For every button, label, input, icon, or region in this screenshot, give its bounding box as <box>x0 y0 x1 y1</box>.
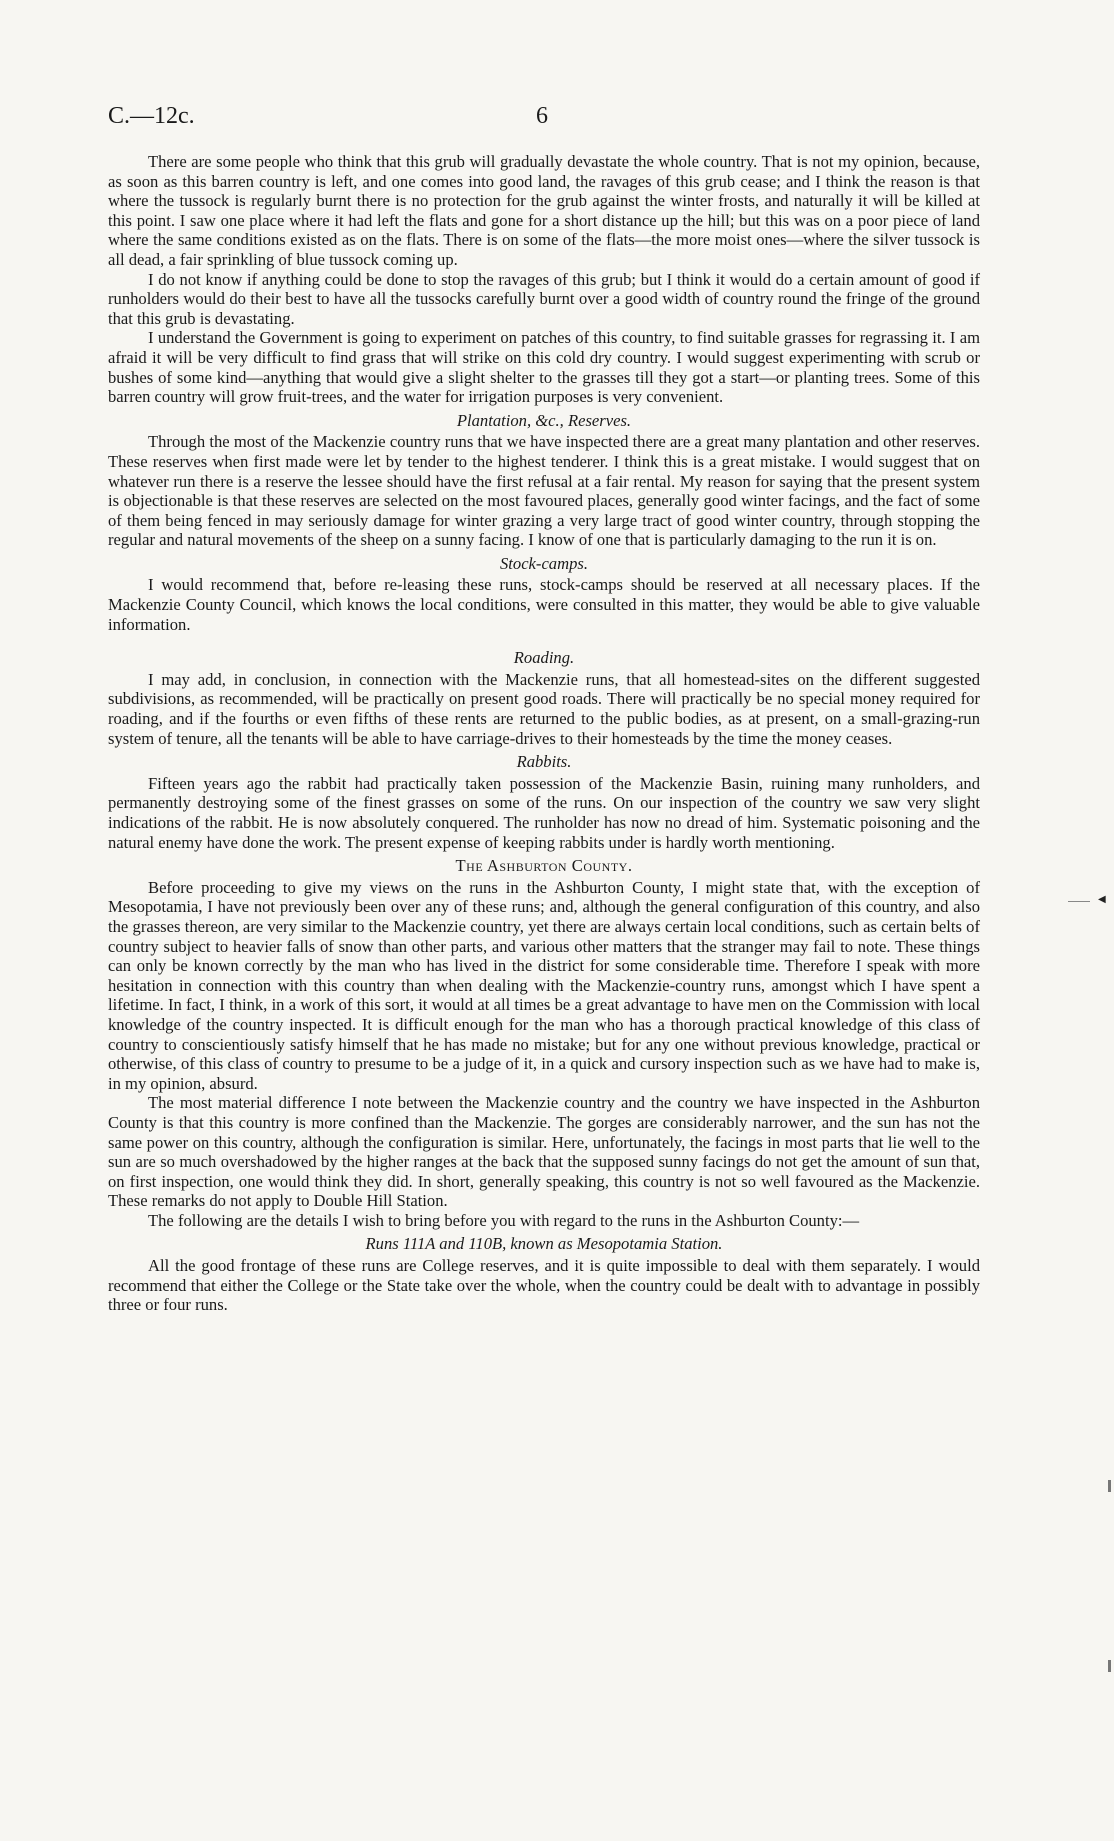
section-heading-ashburton-county: The Ashburton County. <box>455 856 633 876</box>
margin-dash-mark <box>1068 901 1090 902</box>
body-text <box>108 152 980 1315</box>
margin-tick-mark <box>1108 1660 1111 1672</box>
margin-arrow-icon: ◀ <box>1098 894 1106 905</box>
paragraph: I understand the Government is going to experiment on patches of this country, to find suitable grasses for regrassing it. I am afraid it will be very difficult to find grass that will strike on this cold dry country. I would suggest experimenting with scrub or bushes of some kind—anything that would give a slight shelter to the grasses till they got a start—or planting trees. Some of this barren country will grow fruit-trees, and the water for irrigation purposes is very convenient. <box>108 328 980 407</box>
paragraph: Fifteen years ago the rabbit had practically taken possession of the Mackenzie Basin, ruining many runholders, and permanently destroying some of the finest grasses on some of the runs. On our inspection of the country we saw very slight indications of the rabbit. He is now absolutely conquered. The runholder has now no dread of him. Systematic poisoning and the natural enemy have done the work. The present expense of keeping rabbits under is hardly worth mentioning. <box>108 773 980 852</box>
paragraph: Through the most of the Mackenzie country runs that we have inspected there are a great many plantation and other reserves. These reserves when first made were let by tender to the highest tenderer. I think this is a great mistake. I would suggest that on whatever run there is a reserve the lessee should have the first refusal at a fair rental. My reason for saying that the present system is objectionable is that these reserves are selected on the most favoured places, generally good winter facings, and the fact of some of them being fenced in may seriously damage for winter grazing a very large tract of good winter country, through stopping the regular and natural movements of the sheep on a sunny facing. I know of one that is particularly damaging to the run it is on. <box>108 432 980 550</box>
section-heading-plantation-reserves: Plantation, &c., Reserves. <box>456 410 632 430</box>
paragraph: I do not know if anything could be done to stop the ravages of this grub; but I think it would do a certain amount of good if runholders would do their best to have all the tussocks carefully burnt over a good width of country round the fringe of the ground that this grub is devastating. <box>108 269 980 328</box>
paragraph: All the good frontage of these runs are College reserves, and it is quite impossible to deal with them separately. I would recommend that either the College or the State take over the whole, when the country could be dealt with to advantage in possibly three or four runs. <box>108 1256 980 1315</box>
document-reference: C.—12c. <box>108 103 195 129</box>
paragraph: I would recommend that, before re-leasing these runs, stock-camps should be reserved at all necessary places. If the Mackenzie County Council, which knows the local conditions, were consulted in this matter, they would be able to give valuable information. <box>108 575 980 634</box>
page-header <box>108 103 988 133</box>
paragraph: The most material difference I note between the Mackenzie country and the country we have inspected in the Ashburton County is that this country is more confined than the Mackenzie. The gorges are considerably narrower, and the sun has not the same power on this country, although the configuration is similar. Here, unfortunately, the facings in most parts that lie well to the sun are so much overshadowed by the higher ranges at the back that the supposed sunny facings do not get the amount of sun that, on first inspection, one would think they did. In short, generally speaking, this country is not so well favoured as the Mackenzie. These remarks do not apply to Double Hill Station. <box>108 1093 980 1211</box>
paragraph: I may add, in conclusion, in connection with the Mackenzie runs, that all homestead-sites on the different suggested subdivisions, as recommended, will be practically on present good roads. There will practically be no special money required for roading, and if the fourths or even fifths of these rents are returned to the public bodies, as at present, on a small-grazing-run system of tenure, all the tenants will be able to have carriage-drives to their homesteads by the time the money ceases. <box>108 669 980 748</box>
section-heading-rabbits: Rabbits. <box>516 752 572 772</box>
page-number: 6 <box>536 103 548 129</box>
margin-tick-mark <box>1108 1480 1111 1492</box>
paragraph: Before proceeding to give my views on the runs in the Ashburton County, I might state that, with the exception of Mesopotamia, I have not previously been over any of these runs; and, although the general configuration of this country, and also the grasses thereon, are very similar to the Mackenzie country, yet there are always certain local conditions, such as certain belts of country subject to heavier falls of snow than other parts, and various other matters that the stranger may fail to note. These things can only be known correctly by the man who has lived in the district for some considerable time. Therefore I speak with more hesitation in connection with this country than when dealing with the Mackenzie-country runs, amongst which I have spent a lifetime. In fact, I think, in a work of this sort, it would at all times be a great advantage to have men on the Commission with local knowledge of the country inspected. It is difficult enough for the man who has a thorough practical knowledge of this class of country to conscientiously satisfy himself that he has made no mistake; but for any one without previous knowledge, practical or otherwise, of this class of country to presume to be a judge of it, in a quick and cursory inspection such as we have had to make is, in my opinion, absurd. <box>108 877 980 1093</box>
paragraph: The following are the details I wish to bring before you with regard to the runs in the Ashburton County:— <box>148 1210 860 1230</box>
section-heading-stock-camps: Stock-camps. <box>499 553 588 573</box>
paragraph: There are some people who think that this grub will gradually devastate the whole country. That is not my opinion, because, as soon as this barren country is left, and one comes into good land, the ravages of this grub cease; and I think the reason is that where the tussock is regularly burnt there is no protection for the grub against the winter frosts, and naturally it will be killed at this point. I saw one place where it had left the flats and gone for a short distance up the hill; but this was on a poor piece of land where the same conditions existed as on the flats. There is on some of the flats—the more moist ones—where the silver tussock is all dead, a fair sprinkling of blue tussock coming up. <box>108 152 980 269</box>
section-heading-mesopotamia-station: Runs 111A and 110B, known as Mesopotamia Station. <box>365 1234 723 1254</box>
section-heading-roading: Roading. <box>513 648 575 668</box>
